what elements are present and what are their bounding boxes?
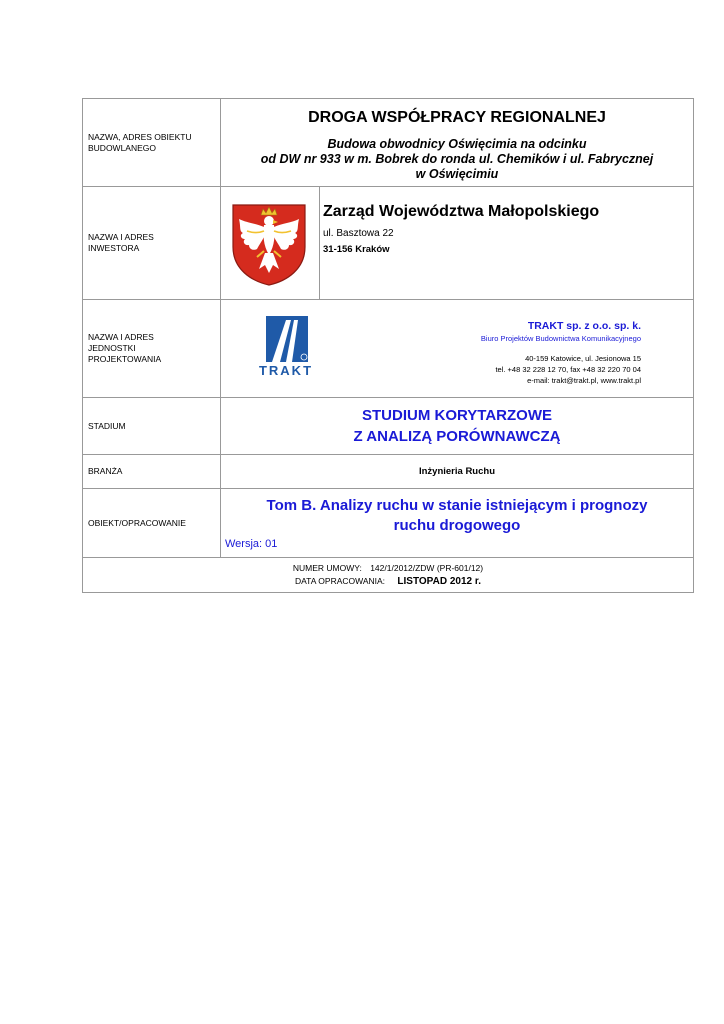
malopolska-eagle-crest-icon — [229, 201, 309, 287]
project-subtitle — [221, 137, 693, 182]
date-value: LISTOPAD 2012 r. — [397, 576, 481, 587]
label-line: BRANŻA — [88, 466, 123, 476]
investor-name: Zarząd Województwa Małopolskiego — [323, 203, 600, 220]
contract-label: NUMER UMOWY: — [292, 563, 362, 573]
designer-bureau: Biuro Projektów Budownictwa Komunikacyjnego — [480, 334, 641, 343]
designer-firm: TRAKT sp. z o.o. sp. k. — [527, 320, 641, 332]
trakt-road-logo-icon — [234, 316, 338, 378]
stage-line: Z ANALIZĄ PORÓWNAWCZĄ — [353, 428, 561, 445]
address-line: 40-159 Katowice, ul. Jesionowa 15 — [525, 354, 641, 363]
investor-street: ul. Basztowa 22 — [323, 228, 394, 239]
designer-row — [83, 300, 693, 398]
label-line: BUDOWLANEGO — [88, 142, 157, 153]
label-line: NAZWA I ADRES — [88, 232, 154, 242]
designer-address — [481, 353, 641, 386]
label-line: PROJEKTOWANIA — [88, 354, 162, 364]
date-line — [83, 576, 693, 587]
date-label: DATA OPRACOWANIA: — [295, 576, 386, 586]
label-line: JEDNOSTKI — [88, 343, 136, 353]
subtitle-line: od DW nr 933 w m. Bobrek do ronda ul. Chemików i ul. Fabrycznej — [260, 152, 654, 166]
stage-row — [83, 398, 693, 455]
designer-info — [481, 320, 641, 386]
project-title: DROGA WSPÓŁPRACY REGIONALNEJ — [308, 109, 606, 126]
investor-city: 31-156 Kraków — [323, 244, 390, 255]
object-row — [83, 489, 693, 558]
label-line: INWESTORA — [88, 243, 140, 253]
stage-line: STUDIUM KORYTARZOWE — [362, 407, 552, 424]
version: Wersja: 01 — [225, 538, 278, 550]
title-line: ruchu drogowego — [393, 517, 521, 534]
investor-row — [83, 187, 693, 300]
title-line: Tom B. Analizy ruchu w stanie istniejącym i prognozy — [266, 497, 648, 514]
stage-value — [221, 405, 693, 447]
phone-line: tel. +48 32 228 12 70, fax +48 32 220 70 04 — [495, 365, 641, 374]
object-title — [221, 496, 693, 536]
contract-value: 142/1/2012/ZDW (PR-601/12) — [370, 563, 484, 573]
logo-text: TRAKT — [258, 363, 314, 378]
project-row — [83, 99, 693, 187]
project-label — [83, 99, 221, 186]
subtitle-line: w Oświęcimiu — [415, 167, 499, 181]
crest-cell — [221, 187, 320, 299]
label-line: NAZWA, ADRES OBIEKTU — [88, 131, 192, 142]
footer-row — [83, 558, 693, 594]
title-sheet — [82, 98, 694, 593]
label-line: NAZWA I ADRES — [88, 332, 154, 342]
investor-label — [83, 187, 221, 299]
branch-value: Inżynieria Ruchu — [418, 466, 495, 477]
branch-row — [83, 455, 693, 489]
object-label — [83, 489, 221, 557]
subtitle-line: Budowa obwodnicy Oświęcimia na odcinku — [327, 137, 587, 151]
contract-line — [83, 563, 693, 573]
label-line: STADIUM — [88, 420, 126, 431]
email-line: e-mail: trakt@trakt.pl, www.trakt.pl — [527, 376, 641, 385]
branch-label — [83, 455, 221, 488]
trakt-logo — [234, 316, 338, 383]
designer-label — [83, 300, 221, 397]
label-line: OBIEKT/OPRACOWANIE — [88, 517, 186, 528]
stage-label — [83, 398, 221, 454]
